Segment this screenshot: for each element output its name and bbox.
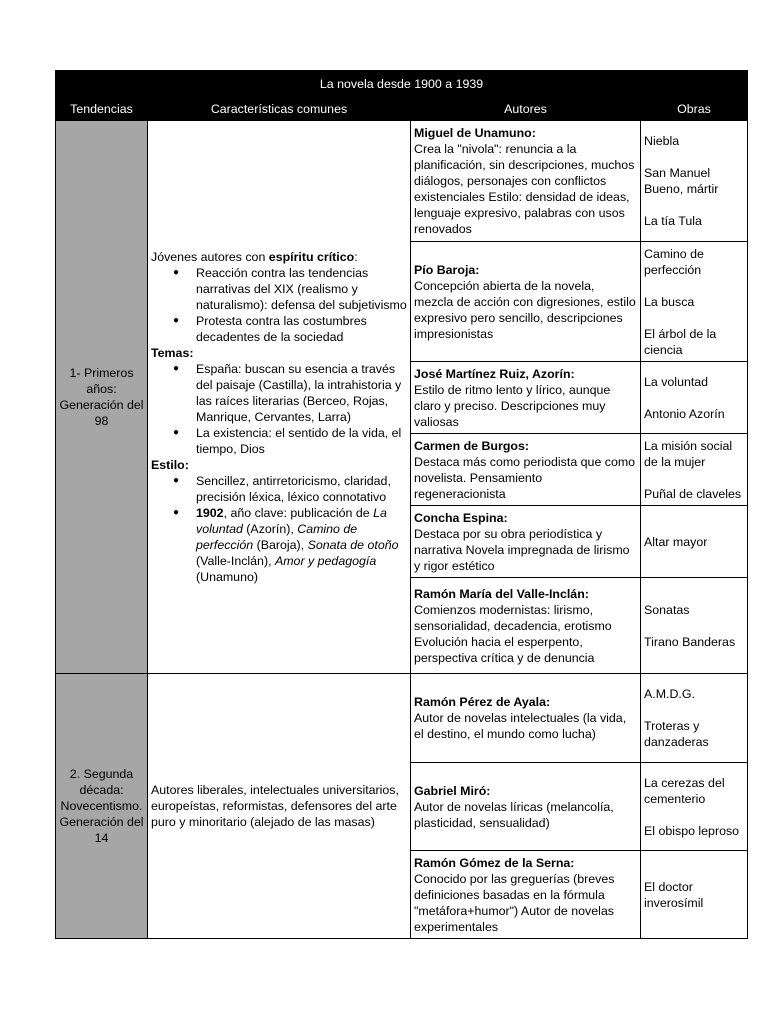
temas-list	[151, 361, 407, 457]
header-tendencias: Tendencias	[56, 98, 148, 121]
caracteristicas-cell: Jóvenes autores con espíritu crítico: ● Reacción contra las tendencias narrativas del XIX (realismo y naturalismo): defensa del subjetivismo ● Protesta contra las costumbres decadentes de la sociedad Temas: ● España: buscan su esencia a través del paisaje (Castilla), la intrahistoria y las raíces literarias (Berceo, Rojas, Manrique, Cervantes, Larra) ● La existencia: el sentido de la vida, el tiempo, Dios Estilo: ● Sencillez, antirretoricismo, claridad, precisión léxica, léxico connotativo ● 1902, año clave: publicación de La voluntad (Azorín), Camino de perfección (Baroja), Sonata de otoño (Valle-Inclán), Amor y pedagogía (Unamuno)	[148, 121, 411, 674]
table-row	[56, 121, 748, 242]
list-item: ● Reacción contra las tendencias narrativas del XIX (realismo y naturalismo): defensa del subjetivismo	[196, 265, 407, 313]
header-autores: Autores	[411, 98, 641, 121]
tendencia-label: 1- Primeros años: Generación del 98	[59, 366, 144, 428]
obras-cell: Camino de perfección La busca El árbol de la ciencia	[641, 242, 748, 362]
list-item: ● Protesta contra las costumbres decadentes de la sociedad	[196, 313, 407, 345]
list-item: ● Sencillez, antirretoricismo, claridad, precisión léxica, léxico connotativo	[196, 473, 407, 505]
autor-cell: Carmen de Burgos: Destaca más como periodista que como novelista. Pensamiento regeneracionista	[411, 434, 641, 506]
table-row	[56, 674, 748, 763]
estilo-heading: Estilo:	[151, 458, 189, 472]
list-item: ● La existencia: el sentido de la vida, el tiempo, Dios	[196, 425, 407, 457]
autor-cell	[411, 121, 641, 242]
autor-cell: Gabriel Miró: Autor de novelas líricas (melancolía, plasticidad, sensualidad)	[411, 763, 641, 851]
obras-cell: La voluntad Antonio Azorín	[641, 362, 748, 434]
obras-cell: Niebla San Manuel Bueno, mártir La tía Tula	[641, 121, 748, 242]
obras-cell: La cerezas del cementerio El obispo leproso	[641, 763, 748, 851]
estilo-list	[151, 473, 407, 585]
obras-cell: Altar mayor	[641, 506, 748, 578]
autor-name: Miguel de Unamuno:	[414, 126, 536, 140]
autor-cell: Ramón Gómez de la Serna: Conocido por las greguerías (breves definiciones basadas en la fórmula "metáfora+humor") Autor de novelas experimentales	[411, 851, 641, 939]
obras-cell: La misión social de la mujer Puñal de claveles	[641, 434, 748, 506]
caracteristicas-cell: Autores liberales, intelectuales universitarios, europeístas, reformistas, defensores del arte puro y minoritario (alejado de las masas)	[148, 674, 411, 939]
table-title: La novela desde 1900 a 1939	[56, 71, 748, 98]
autor-desc: Crea la "nivola": renuncia a la planificación, sin descripciones, muchos diálogos, personajes con conflictos existenciales Estilo: densidad de ideas, lenguaje expresivo, palabras con usos renovados	[414, 142, 635, 236]
autor-cell: Ramón María del Valle-Inclán: Comienzos modernistas: lirismo, sensorialidad, decadencia, erotismo Evolución hacia el esperpento, perspectiva crítica y de denuncia	[411, 578, 641, 674]
novela-table	[55, 70, 748, 939]
obras-cell: Sonatas Tirano Banderas	[641, 578, 748, 674]
autor-cell: Pío Baroja: Concepción abierta de la novela, mezcla de acción con digresiones, estilo expresivo pero sencillo, descripciones impresionistas	[411, 242, 641, 362]
temas-heading: Temas:	[151, 346, 194, 360]
autor-cell: José Martínez Ruiz, Azorín: Estilo de ritmo lento y lírico, aunque claro y preciso. Descripciones muy valiosas	[411, 362, 641, 434]
header-caracteristicas: Características comunes	[148, 98, 411, 121]
header-obras: Obras	[641, 98, 748, 121]
caracteristicas-list	[151, 265, 407, 345]
list-item: ● 1902, año clave: publicación de La voluntad (Azorín), Camino de perfección (Baroja), Sonata de otoño (Valle-Inclán), Amor y pedagogía (Unamuno)	[196, 505, 407, 585]
tendencia-cell	[56, 674, 148, 939]
obras-cell: A.M.D.G. Troteras y danzaderas	[641, 674, 748, 763]
tendencia-label: 2. Segunda década: Novecentismo. Generación del 14	[59, 767, 144, 845]
obras-cell: El doctor inverosímil	[641, 851, 748, 939]
tendencia-cell	[56, 121, 148, 674]
autor-cell: Ramón Pérez de Ayala: Autor de novelas intelectuales (la vida, el destino, el mundo como lucha)	[411, 674, 641, 763]
autor-cell: Concha Espina: Destaca por su obra periodística y narrativa Novela impregnada de lirismo y rigor estético	[411, 506, 641, 578]
list-item: ● España: buscan su esencia a través del paisaje (Castilla), la intrahistoria y las raíces literarias (Berceo, Rojas, Manrique, Cervantes, Larra)	[196, 361, 407, 425]
